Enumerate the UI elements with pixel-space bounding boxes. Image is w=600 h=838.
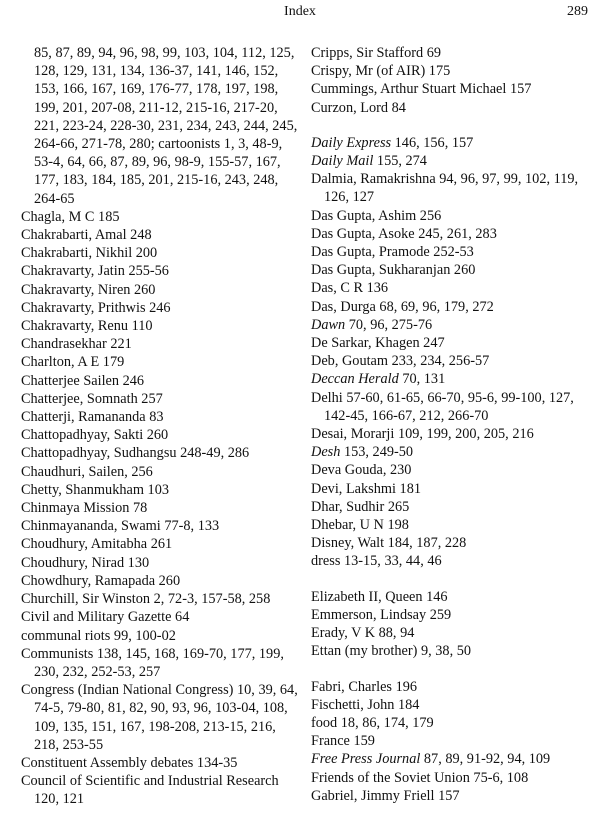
index-entry bbox=[311, 370, 591, 388]
page-number: 289 bbox=[567, 4, 588, 19]
index-column-left bbox=[21, 44, 301, 809]
index-entry: Das Gupta, Sukharanjan 260 bbox=[311, 262, 476, 279]
index-entry: Chowdhury, Ramapada 260 bbox=[21, 572, 181, 589]
index-entry: food 18, 86, 174, 179 bbox=[311, 714, 434, 731]
index-entry: Fischetti, John 184 bbox=[311, 696, 420, 713]
index-entry: Elizabeth II, Queen 146 bbox=[311, 588, 448, 605]
index-entry: Chinmayananda, Swami 77-8, 133 bbox=[21, 518, 220, 535]
publication-title: Daily Express bbox=[311, 134, 392, 151]
section-gap bbox=[311, 571, 591, 588]
index-column-right bbox=[311, 44, 591, 805]
index-entry: Cripps, Sir Stafford 69 bbox=[311, 45, 441, 61]
index-entry: Chakravarty, Prithwis 246 bbox=[21, 299, 171, 316]
index-entry: Dhar, Sudhir 265 bbox=[311, 498, 410, 515]
publication-title: Dawn bbox=[311, 316, 346, 333]
index-entry: Chatterjee Sailen 246 bbox=[21, 372, 145, 389]
index-entry: Chatterji, Ramananda 83 bbox=[21, 409, 164, 426]
index-entry: Chakravarty, Niren 260 bbox=[21, 281, 156, 298]
page-title: Index bbox=[284, 4, 316, 19]
page-refs: 87, 89, 91-92, 94, 109 bbox=[420, 751, 551, 768]
index-entry: Friends of the Soviet Union 75-6, 108 bbox=[311, 769, 529, 786]
index-entry: Chakrabarti, Nikhil 200 bbox=[21, 245, 158, 262]
index-entry: Communists 138, 145, 168, 169-70, 177, 199, 230, 232, 252-53, 257 bbox=[21, 645, 284, 680]
publication-title: Daily Mail bbox=[311, 153, 374, 170]
index-entry: Chakravarty, Renu 110 bbox=[21, 318, 153, 335]
index-entry: Das, Durga 68, 69, 96, 179, 272 bbox=[311, 298, 494, 315]
index-entry: 85, 87, 89, 94, 96, 98, 99, 103, 104, 112, 125, 128, 129, 131, 134, 136-37, 141, 146, 152, 153, 166, 167, 169, 176-77, 178, 197, 198, 199, 201, 207-08, 211-12, 215-16, 217-20, 221, 223-24, 228-30, 231, 234, 243, 244, 245, 264-66, 271-78, 280; cartoonists 1, 3, 48-9, 53-4, 64, 66, 87, 89, 96, 98-9, 155-57, 167, 177, 183, 184, 185, 201, 215-16, 243, 248, 264-65 bbox=[34, 45, 298, 207]
index-entry: Disney, Walt 184, 187, 228 bbox=[311, 535, 467, 552]
publication-title: Desh bbox=[311, 444, 341, 461]
index-entry: Delhi 57-60, 61-65, 66-70, 95-6, 99-100, 127, 142-45, 166-67, 212, 266-70 bbox=[311, 389, 574, 424]
page-refs: 146, 156, 157 bbox=[391, 134, 474, 151]
index-entry bbox=[311, 443, 591, 461]
index-entry: Congress (Indian National Congress) 10, 39, 64, 74-5, 79-80, 81, 82, 90, 93, 96, 103-04, 108, 109, 135, 151, 167, 198-208, 213-15, 216, 218, 253-55 bbox=[21, 682, 298, 753]
index-entry: Cummings, Arthur Stuart Michael 157 bbox=[311, 81, 532, 98]
index-entry: Devi, Lakshmi 181 bbox=[311, 480, 421, 497]
index-entry: Chagla, M C 185 bbox=[21, 208, 120, 225]
index-entry: Ettan (my brother) 9, 38, 50 bbox=[311, 643, 472, 660]
index-entry: Emmerson, Lindsay 259 bbox=[311, 606, 452, 623]
index-entry: Das Gupta, Ashim 256 bbox=[311, 207, 442, 224]
page-refs: 155, 274 bbox=[373, 153, 427, 170]
index-entry: dress 13-15, 33, 44, 46 bbox=[311, 553, 442, 570]
index-entry: Deva Gouda, 230 bbox=[311, 462, 412, 479]
index-entry: Fabri, Charles 196 bbox=[311, 678, 418, 695]
index-entry: De Sarkar, Khagen 247 bbox=[311, 335, 445, 352]
index-entry: Constituent Assembly debates 134-35 bbox=[21, 754, 238, 771]
index-entry bbox=[311, 316, 591, 334]
index-entry: Chattopadhyay, Sudhangsu 248-49, 286 bbox=[21, 445, 250, 462]
index-entry: Chakravarty, Jatin 255-56 bbox=[21, 263, 169, 280]
index-entry: Dalmia, Ramakrishna 94, 96, 97, 99, 102, 119, 126, 127 bbox=[311, 171, 579, 206]
index-entry: communal riots 99, 100-02 bbox=[21, 627, 176, 644]
index-entry: Churchill, Sir Winston 2, 72-3, 157-58, 258 bbox=[21, 591, 271, 608]
index-entry: Chinmaya Mission 78 bbox=[21, 500, 148, 517]
index-entry: Das Gupta, Pramode 252-53 bbox=[311, 244, 474, 261]
index-entry: Chakrabarti, Amal 248 bbox=[21, 227, 152, 244]
index-entry: France 159 bbox=[311, 733, 375, 750]
publication-title: Free Press Journal bbox=[311, 751, 421, 768]
index-entry: Chattopadhyay, Sakti 260 bbox=[21, 427, 169, 444]
index-entry: Chetty, Shanmukham 103 bbox=[21, 481, 169, 498]
index-entry: Desai, Morarji 109, 199, 200, 205, 216 bbox=[311, 426, 534, 443]
page-header bbox=[0, 4, 600, 24]
page-refs: 70, 96, 275-76 bbox=[345, 316, 433, 333]
page-refs: 153, 249-50 bbox=[340, 444, 414, 461]
index-entry: Crispy, Mr (of AIR) 175 bbox=[311, 63, 451, 80]
index-entry: Choudhury, Nirad 130 bbox=[21, 554, 150, 571]
index-entry bbox=[311, 750, 591, 768]
index-entry: Charlton, A E 179 bbox=[21, 354, 125, 371]
index-entry: Deb, Goutam 233, 234, 256-57 bbox=[311, 353, 490, 370]
index-entry bbox=[311, 134, 591, 152]
publication-title: Deccan Herald bbox=[311, 371, 399, 388]
index-entry: Das Gupta, Asoke 245, 261, 283 bbox=[311, 225, 497, 242]
index-entry: Chatterjee, Somnath 257 bbox=[21, 390, 163, 407]
index-entry: Chaudhuri, Sailen, 256 bbox=[21, 463, 153, 480]
index-entry: Gabriel, Jimmy Friell 157 bbox=[311, 787, 460, 804]
index-entry: Curzon, Lord 84 bbox=[311, 99, 406, 116]
index-entry: Das, C R 136 bbox=[311, 280, 389, 297]
index-entry: Dhebar, U N 198 bbox=[311, 517, 409, 534]
page-refs: 70, 131 bbox=[398, 371, 446, 388]
index-entry bbox=[311, 152, 591, 170]
index-entry: Council of Scientific and Industrial Research 120, 121 bbox=[21, 773, 279, 808]
index-entry: Choudhury, Amitabha 261 bbox=[21, 536, 173, 553]
section-gap bbox=[311, 117, 591, 134]
index-entry: Civil and Military Gazette 64 bbox=[21, 609, 190, 626]
section-gap bbox=[311, 661, 591, 678]
index-entry: Chandrasekhar 221 bbox=[21, 336, 132, 353]
index-entry: Erady, V K 88, 94 bbox=[311, 625, 415, 642]
